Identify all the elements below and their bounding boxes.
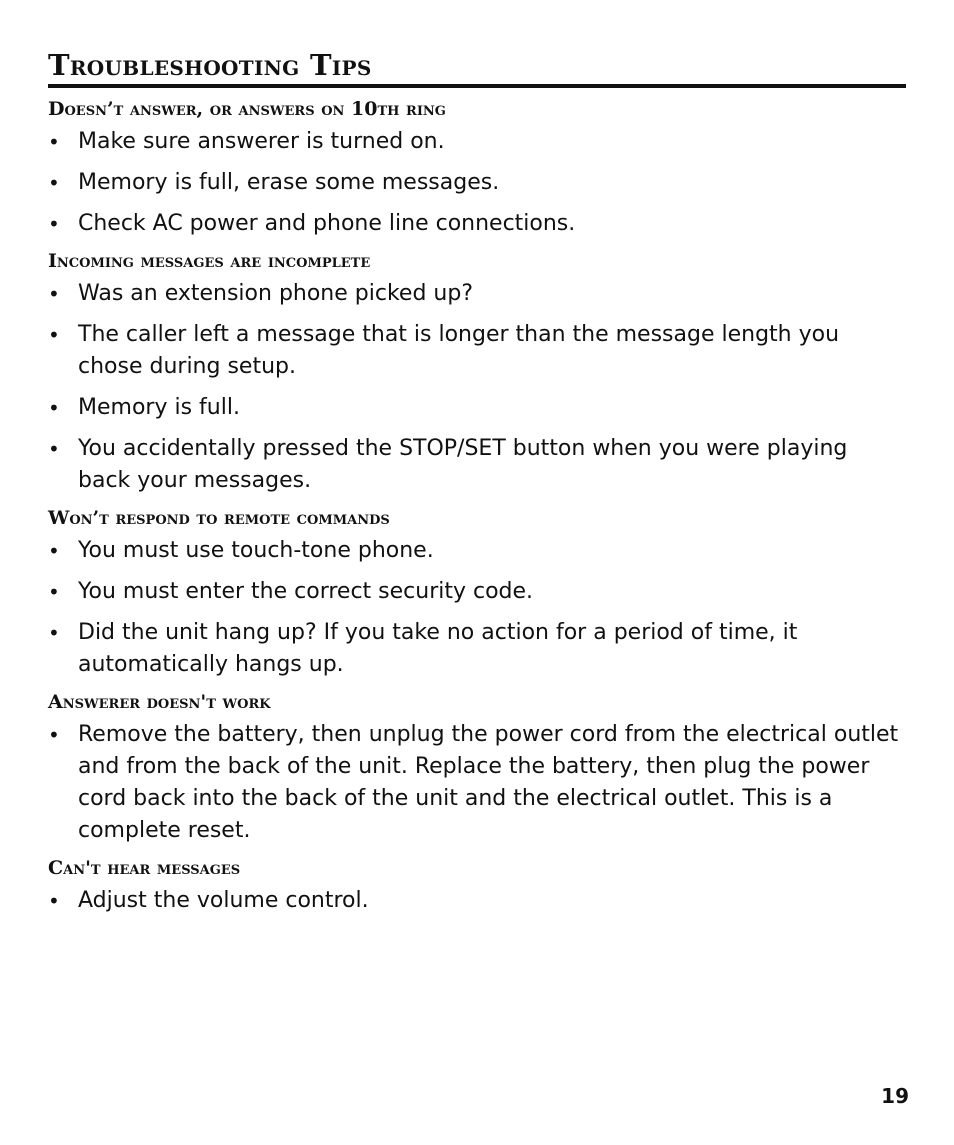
list-item — [48, 719, 906, 847]
list-item — [48, 392, 906, 424]
item-text: Adjust the volume control. — [78, 888, 369, 913]
section-remote-commands — [48, 506, 906, 681]
item-text: Was an extension phone picked up? — [78, 281, 473, 306]
page-number: 19 — [881, 1084, 909, 1108]
bullet-icon: • — [48, 437, 60, 461]
bullet-icon: • — [48, 212, 60, 236]
list-item — [48, 885, 906, 917]
section-answerer-doesnt-work — [48, 690, 906, 847]
list-item — [48, 617, 906, 681]
item-text: The caller left a message that is longer than the message length you chose during setup. — [78, 322, 840, 379]
bullet-list — [48, 126, 906, 240]
bullet-list — [48, 885, 906, 917]
bullet-icon: • — [48, 580, 60, 604]
bullet-icon: • — [48, 889, 60, 913]
bullet-icon: • — [48, 539, 60, 563]
bullet-list — [48, 278, 906, 497]
section-incoming-incomplete — [48, 249, 906, 497]
bullet-icon: • — [48, 723, 60, 747]
item-text: You must enter the correct security code. — [78, 579, 534, 604]
section-heading: Doesn’t answer, or answers on 10th ring — [48, 98, 446, 120]
bullet-icon: • — [48, 621, 60, 645]
section-heading: Can't hear messages — [48, 857, 241, 879]
item-text: Did the unit hang up? If you take no action for a period of time, it automatically hangs up. — [78, 620, 798, 677]
section-cant-hear — [48, 856, 906, 917]
list-item — [48, 278, 906, 310]
section-heading: Answerer doesn't work — [48, 691, 271, 713]
list-item — [48, 208, 906, 240]
bullet-icon: • — [48, 323, 60, 347]
item-text: Memory is full. — [78, 395, 240, 420]
item-text: Make sure answerer is turned on. — [78, 129, 445, 154]
item-text: You must use touch-tone phone. — [78, 538, 434, 563]
list-item — [48, 126, 906, 158]
list-item — [48, 167, 906, 199]
bullet-icon: • — [48, 396, 60, 420]
list-item — [48, 433, 906, 497]
section-heading: Won’t respond to remote commands — [48, 507, 390, 529]
document-page — [48, 48, 906, 926]
item-text: Remove the battery, then unplug the power cord from the electrical outlet and from the back of the unit. Replace the battery, then plug the power cord back into the back of the unit and the electrical outlet. This is a complete reset. — [78, 722, 899, 843]
page-title: Troubleshooting Tips — [48, 48, 906, 88]
bullet-icon: • — [48, 171, 60, 195]
section-doesnt-answer — [48, 97, 906, 240]
list-item — [48, 576, 906, 608]
list-item — [48, 319, 906, 383]
item-text: Check AC power and phone line connections. — [78, 211, 576, 236]
list-item — [48, 535, 906, 567]
bullet-list — [48, 719, 906, 847]
bullet-list — [48, 535, 906, 681]
item-text: Memory is full, erase some messages. — [78, 170, 500, 195]
bullet-icon: • — [48, 282, 60, 306]
section-heading: Incoming messages are incomplete — [48, 250, 371, 272]
item-text: You accidentally pressed the STOP/SET button when you were playing back your messages. — [78, 436, 848, 493]
bullet-icon: • — [48, 130, 60, 154]
